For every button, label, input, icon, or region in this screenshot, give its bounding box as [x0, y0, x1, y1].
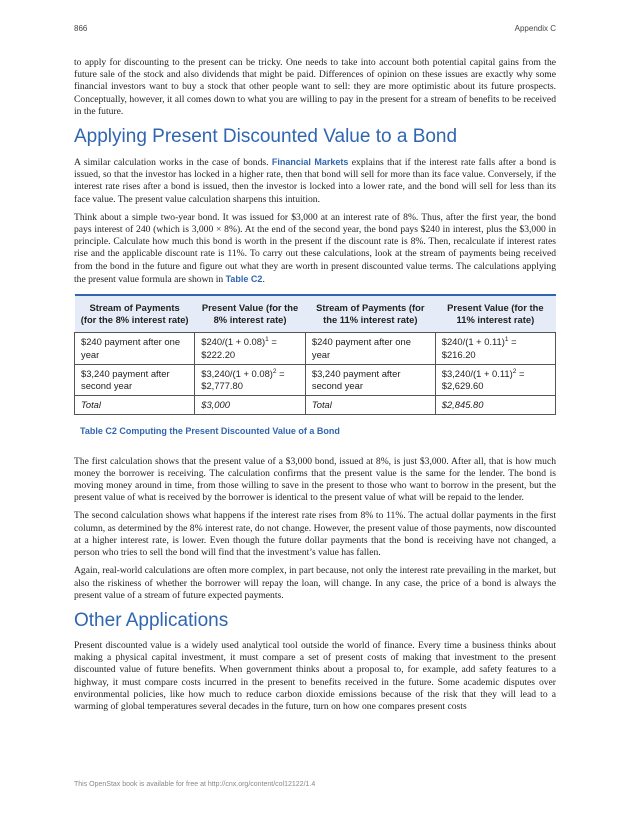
paragraph-text: .: [262, 273, 265, 285]
table-row: [75, 364, 556, 395]
financial-markets-link[interactable]: Financial Markets: [271, 157, 349, 168]
table-cell: Total: [75, 396, 195, 415]
page-footer: This OpenStax book is available for free at http://cnx.org/content/col12122/1.4: [74, 781, 316, 788]
bond-table: [74, 294, 556, 415]
formula-text: $240/(1 + 0.08): [201, 336, 266, 348]
paragraph-text: explains that if the interest rate falls after a bond is issued, so that the investor has locked in a higher rate, then that bond will sell for more than its face value. Conversely, if the interest rate rises after a bond is issued, then the investor is locked into a lower rate, and the bond will sell for less than its face value. The present value calculation sharpens this intuition.: [74, 157, 556, 205]
exponent: 1: [504, 336, 509, 344]
table-cell: $3,240 payment after second year: [75, 364, 195, 395]
table-cell: Total: [305, 396, 435, 415]
paragraph: [74, 212, 556, 286]
table-cell: $240 payment after one year: [305, 333, 435, 364]
exponent: 2: [512, 367, 517, 375]
table-header-cell: Stream of Payments (for the 11% interest rate): [305, 295, 435, 333]
section-heading: Other Applications: [74, 609, 229, 631]
table-cell: $240 payment after one year: [75, 333, 195, 364]
table-total-row: [75, 396, 556, 415]
formula-text: $3,240/(1 + 0.08): [201, 367, 273, 379]
page-content: [74, 57, 556, 719]
table-cell: [435, 364, 555, 395]
table-cell: [435, 333, 555, 364]
table-cell: $2,845.80: [435, 396, 555, 415]
section-heading: Applying Present Discounted Value to a Bond: [74, 126, 458, 148]
formula-result: = $2,629.60: [441, 367, 525, 392]
paragraph: The second calculation shows what happens if the interest rate rises from 8% to 11%. The actual dollar payments in the first column, as determined by the 8% interest rate, do not change. However, the present value of those payments, now discounted at a higher interest rate, is lower. Even though the future dollar payments that the bond is receiving have not changed, a person who tries to sell the bond will find that the investment’s value has fallen.: [74, 510, 556, 559]
table-cell: [195, 333, 306, 364]
table-cell: $3,240 payment after second year: [305, 364, 435, 395]
table-header-cell: Stream of Payments (for the 8% interest rate): [75, 295, 195, 333]
table-c2-link[interactable]: Table C2: [225, 273, 263, 284]
paragraph: to apply for discounting to the present can be tricky. One needs to take into account both potential capital gains from the future sale of the stock and also dividends that might be paid. Differences of opinion on these issues are exactly why some financial investors want to buy a stock that other people want to sell: they are more optimistic about its future prospects. Conceptually, however, it all comes down to what you are willing to pay in the present for a stream of benefits to be received in the future.: [74, 57, 556, 117]
paragraph-text: A similar calculation works in the case of bonds.: [74, 157, 269, 169]
table-cell: [195, 364, 306, 395]
paragraph-text: Think about a simple two-year bond. It was issued for $3,000 at an interest rate of 8%. Thus, after the first year, the bond pays interest of 240 (which is 3,000 × 8%). At the end of the second year, the bond pays $240 in interest, plus the $3,000 in principle. Calculate how much this bond is worth in the present if the discount rate is 8%. Then, recalculate if interest rates rise and the applicable discount rate is 11%. To carry out these calculations, look at the stream of payments being received from the bond in the future and figure out what they are worth in present discounted value terms. The calculations applying the present value formula are shown in: [74, 211, 556, 285]
exponent: 1: [265, 336, 269, 344]
page-header: [74, 24, 556, 38]
formula-text: $3,240/(1 + 0.11): [441, 367, 513, 379]
formula-result: = $222.20: [201, 336, 277, 360]
formula-text: $240/(1 + 0.11): [441, 336, 505, 348]
paragraph: Present discounted value is a widely used analytical tool outside the world of finance. Every time a business thinks about making a physical capital investment, it must compare a set of present costs of making that investment to the present discounted value of future benefits. When government thinks about a proposal to, for example, add safety features to a highway, it must compare costs incurred in the present to benefits received in the future. Some academic disputes over environmental policies, like how much to reduce carbon dioxide emissions because of the risk that they will lead to a warming of global temperatures several decades in the future, turn on how one compares present costs: [74, 639, 556, 712]
paragraph: Again, real-world calculations are often more complex, in part because, not only the interest rate prevailing in the market, but also the riskiness of whether the borrower will repay the loan, will change. In any case, the price of a bond is always the present value of a stream of future expected payments.: [74, 565, 556, 601]
table-header-row: [75, 295, 556, 333]
formula-result: = $216.20: [441, 336, 517, 360]
table-cell: $3,000: [195, 396, 306, 415]
paragraph: [74, 156, 556, 206]
section-label: Appendix C: [514, 24, 556, 33]
table-caption: Table C2 Computing the Present Discounted Value of a Bond: [80, 426, 340, 437]
table-header-cell: Present Value (for the 8% interest rate): [195, 295, 306, 333]
table-header-cell: Present Value (for the 11% interest rate): [435, 295, 555, 333]
formula-result: = $2,777.80: [201, 367, 285, 392]
exponent: 2: [272, 367, 277, 375]
paragraph: The first calculation shows that the present value of a $3,000 bond, issued at 8%, is just $3,000. After all, that is how much money the borrower is receiving. The calculation confirms that the present value is the same for the lender. The bond is moving money around in time, from those willing to save in the present to those who want to borrow in the present, but the present value of what is received by the borrower is identical to the present value of what will be repaid to the lender.: [74, 455, 556, 504]
page-number: 866: [74, 24, 88, 33]
table-row: [75, 333, 556, 364]
